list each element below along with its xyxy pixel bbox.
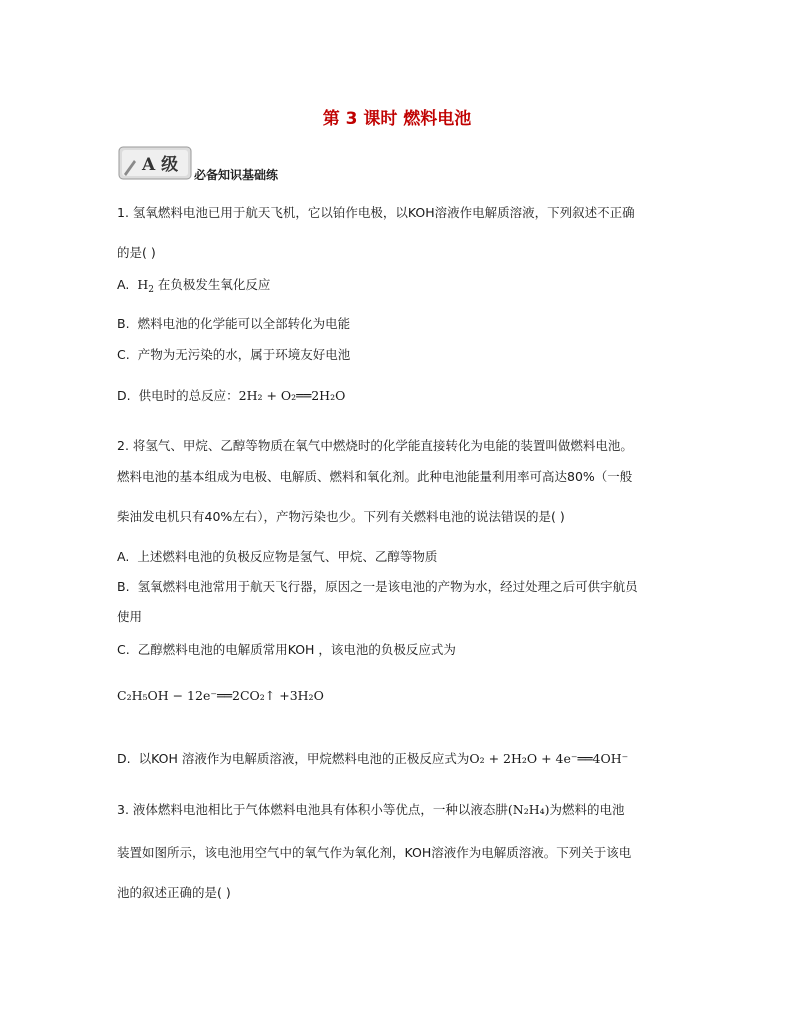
badge-text: A 级 bbox=[142, 155, 179, 175]
hydrazine-formula: (N₂H₄) bbox=[507, 802, 550, 817]
q1-option-b: B. 燃料电池的化学能可以全部转化为电能 bbox=[117, 316, 351, 331]
q2-stem-line1: 2. 将氢气、甲烷、乙醇等物质在氧气中燃烧时的化学能直接转化为电能的装置叫做燃料电池。 bbox=[117, 438, 633, 453]
option-key: D. bbox=[117, 388, 131, 403]
option-key: D. bbox=[117, 751, 131, 766]
q3-stem-line2: 装置如图所示，该电池用空气中的氧气作为氧化剂，KOH溶液作为电解质溶液。下列关于该电 bbox=[117, 845, 632, 860]
q2-option-c: C. 乙醇燃料电池的电解质常用KOH ，该电池的负极反应式为 bbox=[117, 642, 456, 657]
level-badge bbox=[118, 146, 192, 180]
page-title: 第 3 课时 燃料电池 bbox=[322, 109, 472, 129]
q1-stem-line2: 的是( ) bbox=[117, 245, 156, 260]
q2-option-d: D. 以KOH 溶液作为电解质溶液，甲烷燃料电池的正极反应式为O₂ + 2H₂O + 4e⁻══4OH⁻ bbox=[117, 751, 629, 766]
q1-option-c: C. 产物为无污染的水，属于环境友好电池 bbox=[117, 347, 351, 362]
q2-c-formula: C₂H₅OH − 12e⁻══2CO₂↑ +3H₂O bbox=[117, 688, 324, 703]
section-label: 必备知识基础练 bbox=[194, 168, 279, 182]
q2-option-b: B. 氢氧燃料电池常用于航天飞行器，原因之一是该电池的产物为水，经过处理之后可供宇航员 bbox=[117, 579, 638, 594]
q2-stem-line2: 燃料电池的基本组成为电极、电解质、燃料和氧化剂。此种电池能量利用率可高达80%（一般 bbox=[117, 469, 633, 484]
option-key: A. bbox=[117, 277, 130, 292]
q1-option-a: A. $H_2$ 在负极发生氧化反应 bbox=[117, 277, 271, 295]
option-key: B. bbox=[117, 579, 130, 594]
q1-option-d: D. 供电时的总反应：2H₂ + O₂══2H₂O bbox=[117, 388, 346, 403]
q2-option-a: A. 上述燃料电池的负极反应物是氢气、甲烷、乙醇等物质 bbox=[117, 549, 438, 564]
option-key: C. bbox=[117, 642, 130, 657]
q2-stem-line3: 柴油发电机只有40%左右），产物污染也少。下列有关燃料电池的说法错误的是( ) bbox=[117, 509, 565, 524]
q3-stem-line1: 3. 液体燃料电池相比于气体燃料电池具有体积小等优点，一种以液态肼(N₂H₄)为燃料的电池 bbox=[117, 802, 625, 817]
option-key: A. bbox=[117, 549, 130, 564]
q2-option-b-cont: 使用 bbox=[117, 609, 143, 624]
option-key: C. bbox=[117, 347, 130, 362]
q1-stem-line1: 1. 氢氧燃料电池已用于航天飞机，它以铂作电极，以KOH溶液作电解质溶液，下列叙述不正确 bbox=[117, 205, 635, 220]
option-key: B. bbox=[117, 316, 130, 331]
q2-d-formula: O₂ + 2H₂O + 4e⁻══4OH⁻ bbox=[469, 751, 629, 766]
q3-stem-line3: 池的叙述正确的是( ) bbox=[117, 885, 231, 900]
q1-d-formula: 2H₂ + O₂══2H₂O bbox=[238, 388, 346, 403]
